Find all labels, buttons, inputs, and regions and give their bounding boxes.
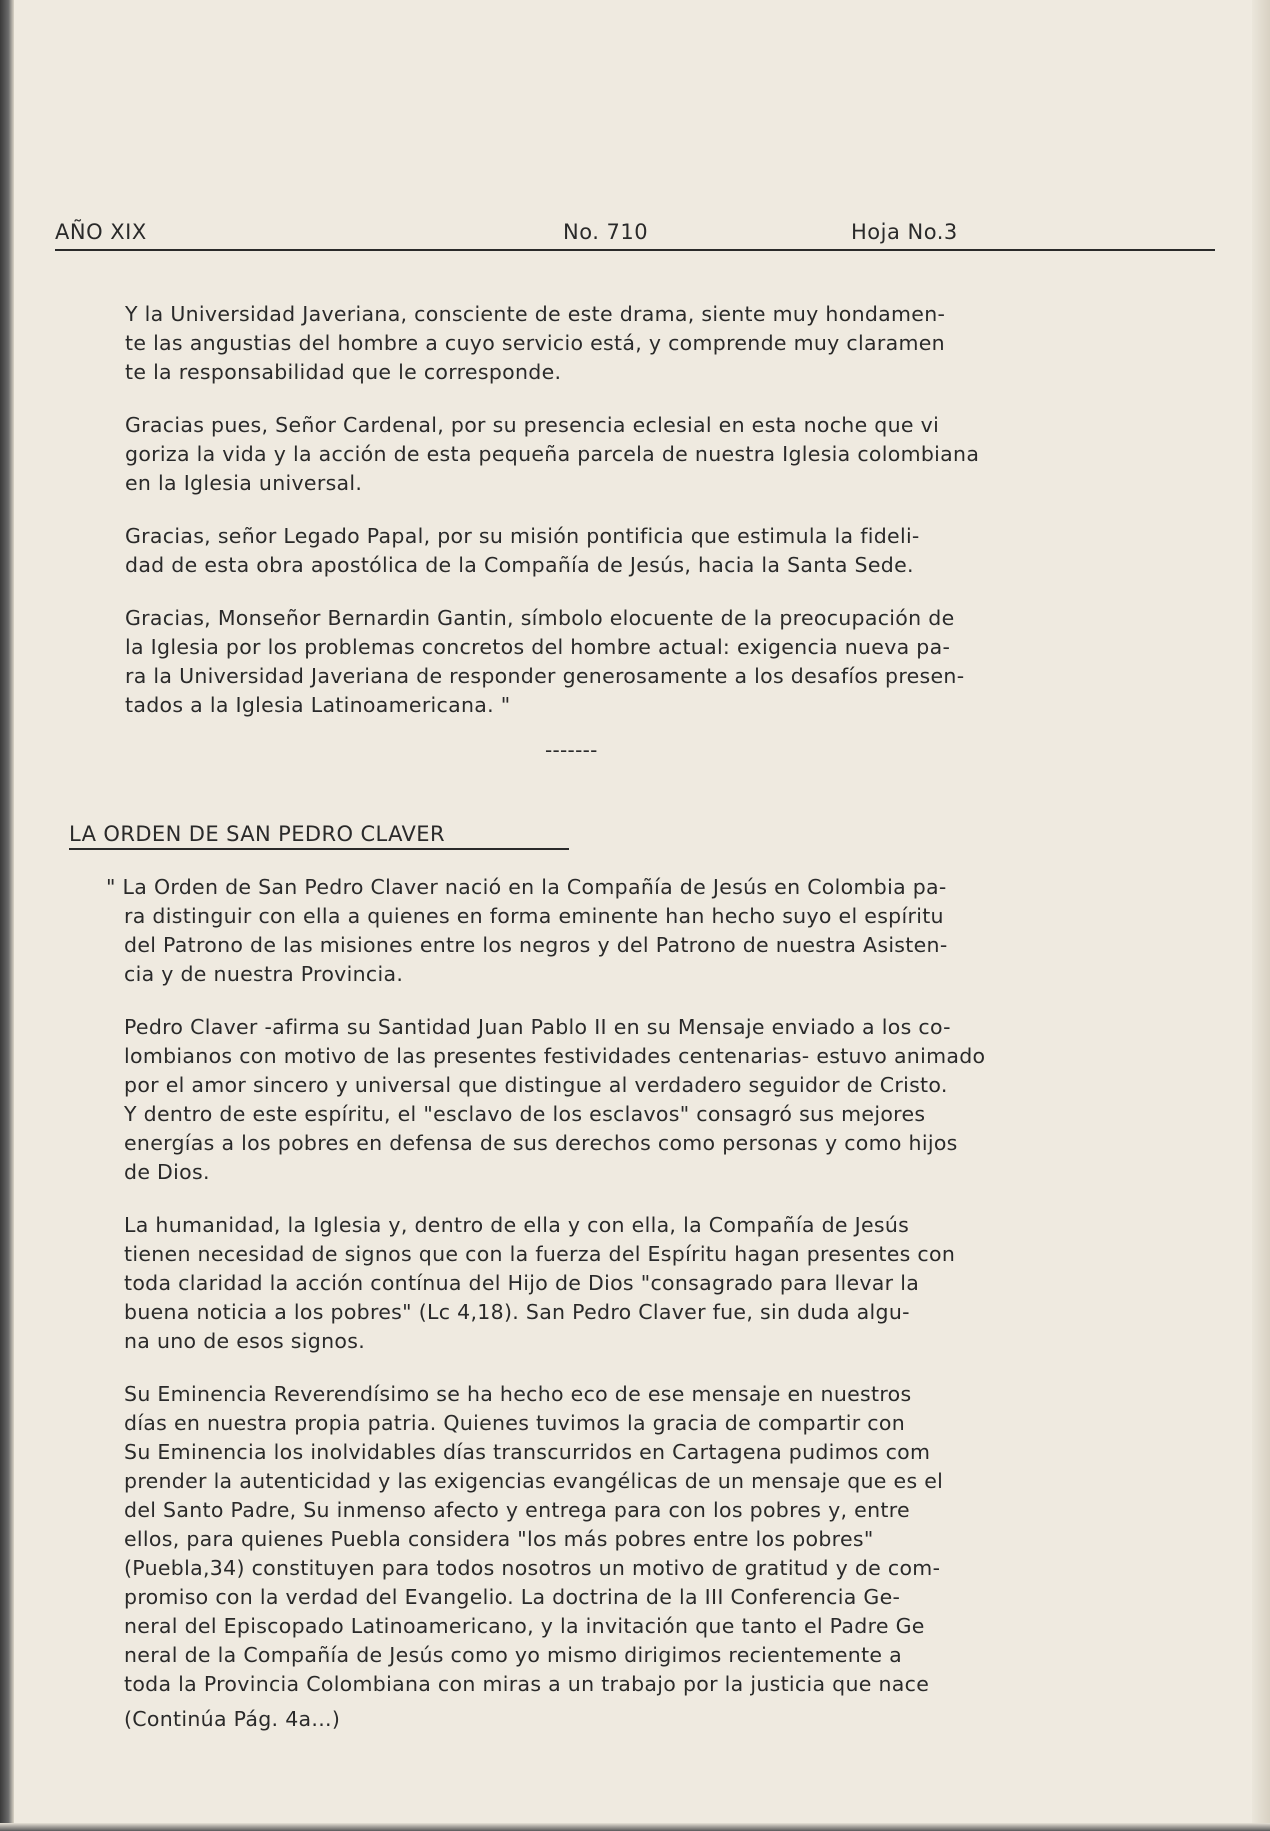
text-line: promiso con la verdad del Evangelio. La doctrina de la III Conferencia Ge- bbox=[124, 1585, 901, 1609]
section-text-block bbox=[106, 873, 1176, 1734]
section-title: LA ORDEN DE SAN PEDRO CLAVER bbox=[69, 822, 569, 850]
paragraph bbox=[125, 300, 1165, 387]
text-line: Su Eminencia los inolvidables días transcurridos en Cartagena pudimos com bbox=[124, 1440, 931, 1464]
text-line: tienen necesidad de signos que con la fuerza del Espíritu hagan presentes con bbox=[124, 1242, 956, 1266]
page-bottom-edge bbox=[0, 1823, 1270, 1831]
text-line: por el amor sincero y universal que distingue al verdadero seguidor de Cristo. bbox=[124, 1073, 948, 1097]
text-line: en la Iglesia universal. bbox=[125, 471, 363, 495]
text-line: días en nuestra propia patria. Quienes tuvimos la gracia de compartir con bbox=[124, 1411, 905, 1435]
text-line: Gracias, Monseñor Bernardin Gantin, símbolo elocuente de la preocupación de bbox=[125, 606, 955, 630]
separator: ------- bbox=[545, 738, 598, 762]
text-line: tados a la Iglesia Latinoamericana. " bbox=[125, 693, 511, 717]
header-rule bbox=[55, 249, 1215, 251]
text-line: Su Eminencia Reverendísimo se ha hecho eco de ese mensaje en nuestros bbox=[124, 1382, 912, 1406]
text-line: dad de esta obra apostólica de la Compañía de Jesús, hacia la Santa Sede. bbox=[125, 553, 914, 577]
continues-note: (Continúa Pág. 4a...) bbox=[124, 1707, 341, 1731]
text-line: energías a los pobres en defensa de sus derechos como personas y como hijos bbox=[124, 1131, 958, 1155]
text-line: buena noticia a los pobres" (Lc 4,18). San Pedro Claver fue, sin duda algu- bbox=[124, 1300, 910, 1324]
text-line: cia y de nuestra Provincia. bbox=[124, 962, 404, 986]
text-line: del Santo Padre, Su inmenso afecto y entrega para con los pobres y, entre bbox=[124, 1498, 910, 1522]
text-line: de Dios. bbox=[124, 1160, 210, 1184]
text-line: toda la Provincia Colombiana con miras a un trabajo por la justicia que nace bbox=[124, 1672, 930, 1696]
text-line: " La Orden de San Pedro Claver nació en la Compañía de Jesús en Colombia pa- bbox=[106, 875, 947, 899]
text-line: neral de la Compañía de Jesús como yo mismo dirigimos recientemente a bbox=[124, 1643, 903, 1667]
text-line: te las angustias del hombre a cuyo servicio está, y comprende muy claramen bbox=[125, 331, 945, 355]
page-right-edge bbox=[1252, 0, 1270, 1831]
text-line: neral del Episcopado Latinoamericano, y la invitación que tanto el Padre Ge bbox=[124, 1614, 925, 1638]
text-line: na uno de esos signos. bbox=[124, 1329, 366, 1353]
paragraph bbox=[106, 1380, 1176, 1699]
text-line: goriza la vida y la acción de esta pequeña parcela de nuestra Iglesia colombiana bbox=[125, 442, 980, 466]
text-line: ra distinguir con ella a quienes en forma eminente han hecho suyo el espíritu bbox=[124, 904, 944, 928]
text-line: Gracias, señor Legado Papal, por su misión pontificia que estimula la fideli- bbox=[125, 524, 920, 548]
text-line: Gracias pues, Señor Cardenal, por su presencia eclesial en esta noche que vi bbox=[125, 413, 940, 437]
text-line: Pedro Claver -afirma su Santidad Juan Pablo II en su Mensaje enviado a los co- bbox=[124, 1015, 951, 1039]
paragraph bbox=[125, 411, 1165, 498]
text-line: Y dentro de este espíritu, el "esclavo de los esclavos" consagró sus mejores bbox=[124, 1102, 926, 1126]
header-number: No. 710 bbox=[563, 220, 649, 244]
text-line: lombianos con motivo de las presentes festividades centenarias- estuvo animado bbox=[124, 1044, 986, 1068]
page-binding-edge bbox=[0, 0, 14, 1831]
text-line: del Patrono de las misiones entre los negros y del Patrono de nuestra Asisten- bbox=[124, 933, 948, 957]
paragraph bbox=[125, 522, 1165, 580]
text-line: ellos, para quienes Puebla considera "los más pobres entre los pobres" bbox=[124, 1527, 874, 1551]
paragraph bbox=[106, 1211, 1176, 1356]
text-line: la Iglesia por los problemas concretos del hombre actual: exigencia nueva pa- bbox=[125, 635, 951, 659]
top-text-block bbox=[125, 300, 1165, 776]
paragraph bbox=[106, 873, 1176, 989]
paragraph bbox=[106, 1013, 1176, 1187]
text-line: Y la Universidad Javeriana, consciente de este drama, siente muy hondamen- bbox=[125, 302, 946, 326]
header-year: AÑO XIX bbox=[55, 220, 147, 244]
header-sheet: Hoja No.3 bbox=[851, 220, 958, 244]
text-line: toda claridad la acción contínua del Hijo de Dios "consagrado para llevar la bbox=[124, 1271, 920, 1295]
text-line: te la responsabilidad que le corresponde. bbox=[125, 360, 562, 384]
text-line: La humanidad, la Iglesia y, dentro de ella y con ella, la Compañía de Jesús bbox=[124, 1213, 910, 1237]
text-line: prender la autenticidad y las exigencias evangélicas de un mensaje que es el bbox=[124, 1469, 944, 1493]
page-header bbox=[55, 220, 1215, 250]
text-line: ra la Universidad Javeriana de responder generosamente a los desafíos presen- bbox=[125, 664, 965, 688]
paragraph bbox=[125, 604, 1165, 720]
text-line: (Puebla,34) constituyen para todos nosotros un motivo de gratitud y de com- bbox=[124, 1556, 941, 1580]
